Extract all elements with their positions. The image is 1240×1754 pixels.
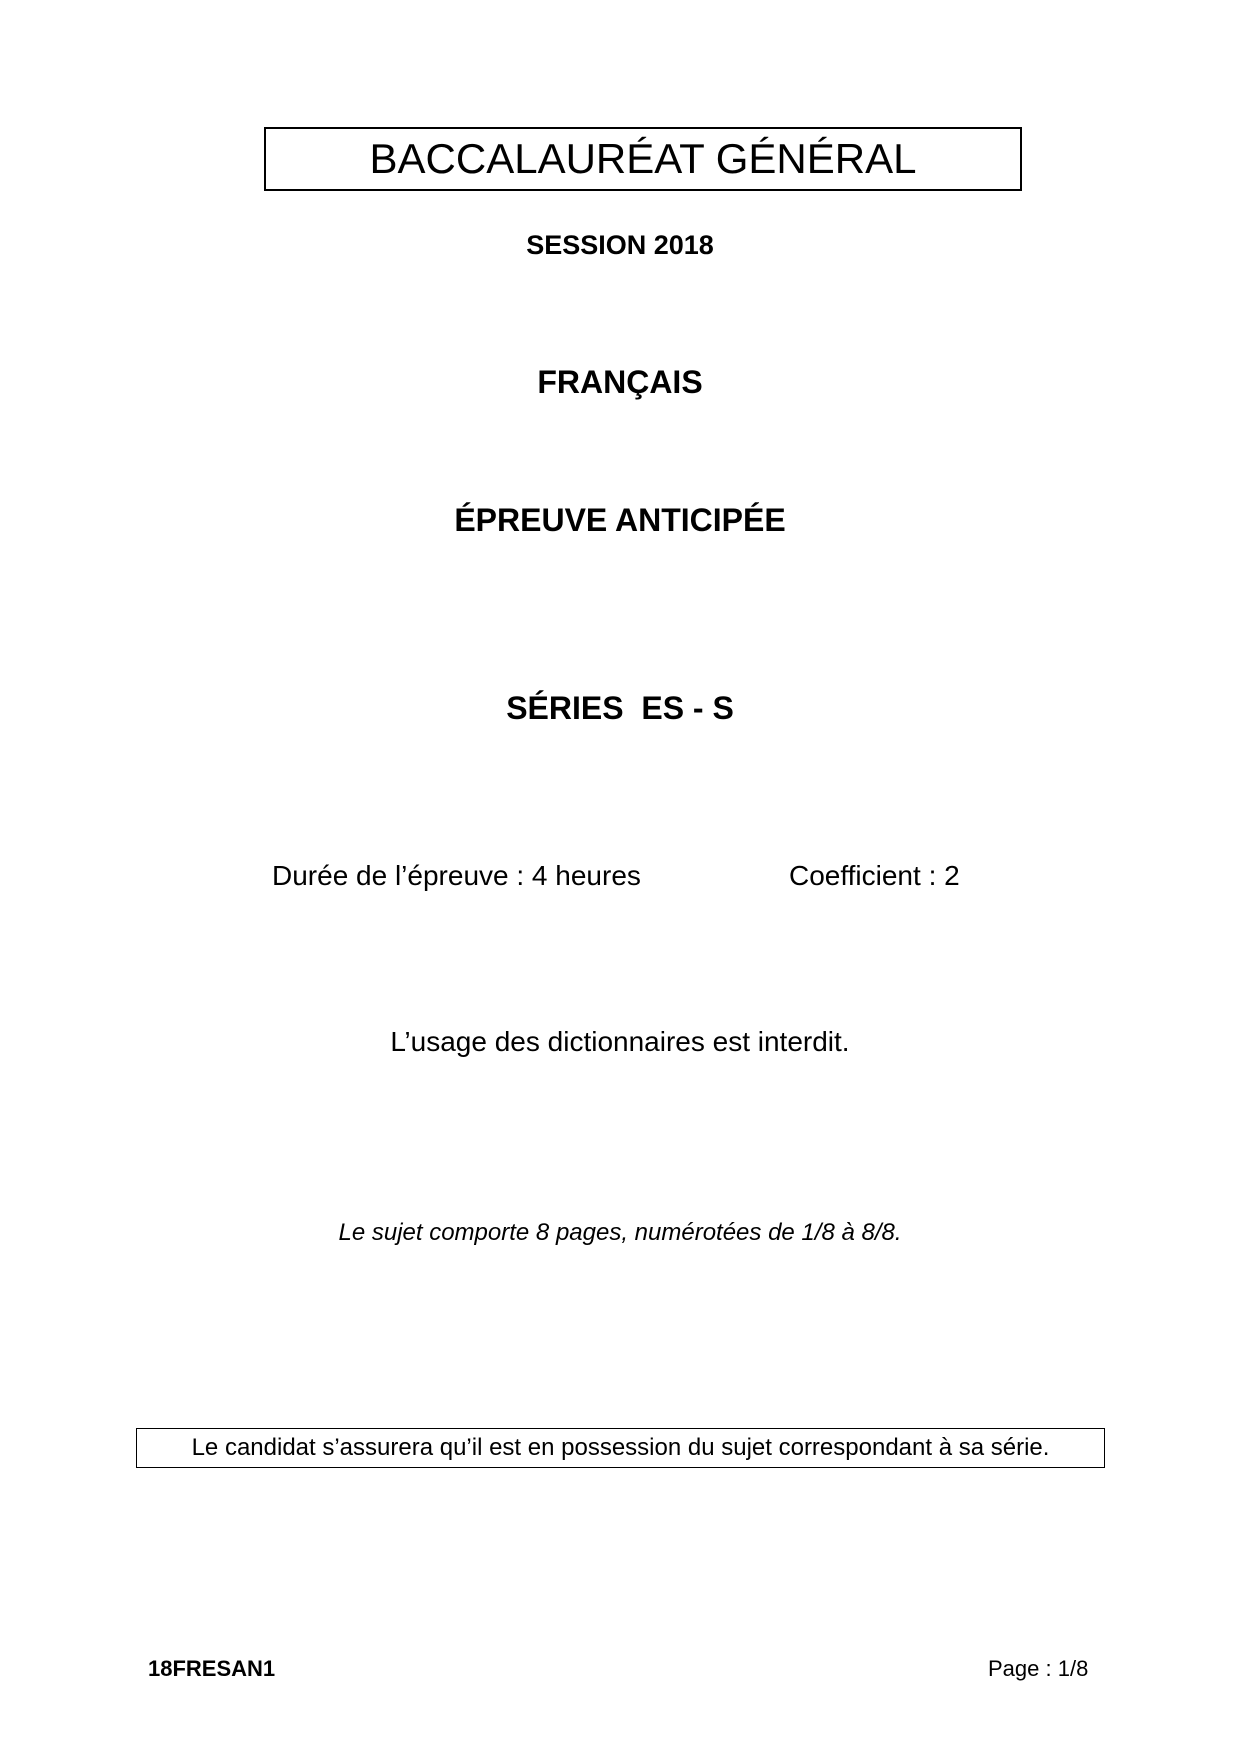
exam-title-box (264, 127, 1022, 191)
candidate-notice-box (136, 1428, 1105, 1468)
exam-type-label: ÉPREUVE ANTICIPÉE (454, 502, 786, 538)
session-label: SESSION 2018 (526, 230, 714, 260)
dictionary-note: L’usage des dictionnaires est interdit. (390, 1026, 850, 1057)
exam-title: BACCALAURÉAT GÉNÉRAL (369, 135, 917, 182)
candidate-notice: Le candidat s’assurera qu’il est en possession du sujet correspondant à sa série. (191, 1434, 1050, 1461)
footer-page-number: Page : 1/8 (988, 1656, 1089, 1681)
page-count-note: Le sujet comporte 8 pages, numérotées de 1/8 à 8/8. (338, 1219, 902, 1246)
footer-code: 18FRESAN1 (148, 1656, 276, 1681)
duration-label: Durée de l’épreuve : 4 heures (272, 860, 641, 891)
subject-label: FRANÇAIS (537, 364, 703, 400)
coefficient-label: Coefficient : 2 (789, 860, 960, 891)
series-label (0, 690, 1240, 727)
series-text: SÉRIES ES - S (506, 690, 734, 726)
